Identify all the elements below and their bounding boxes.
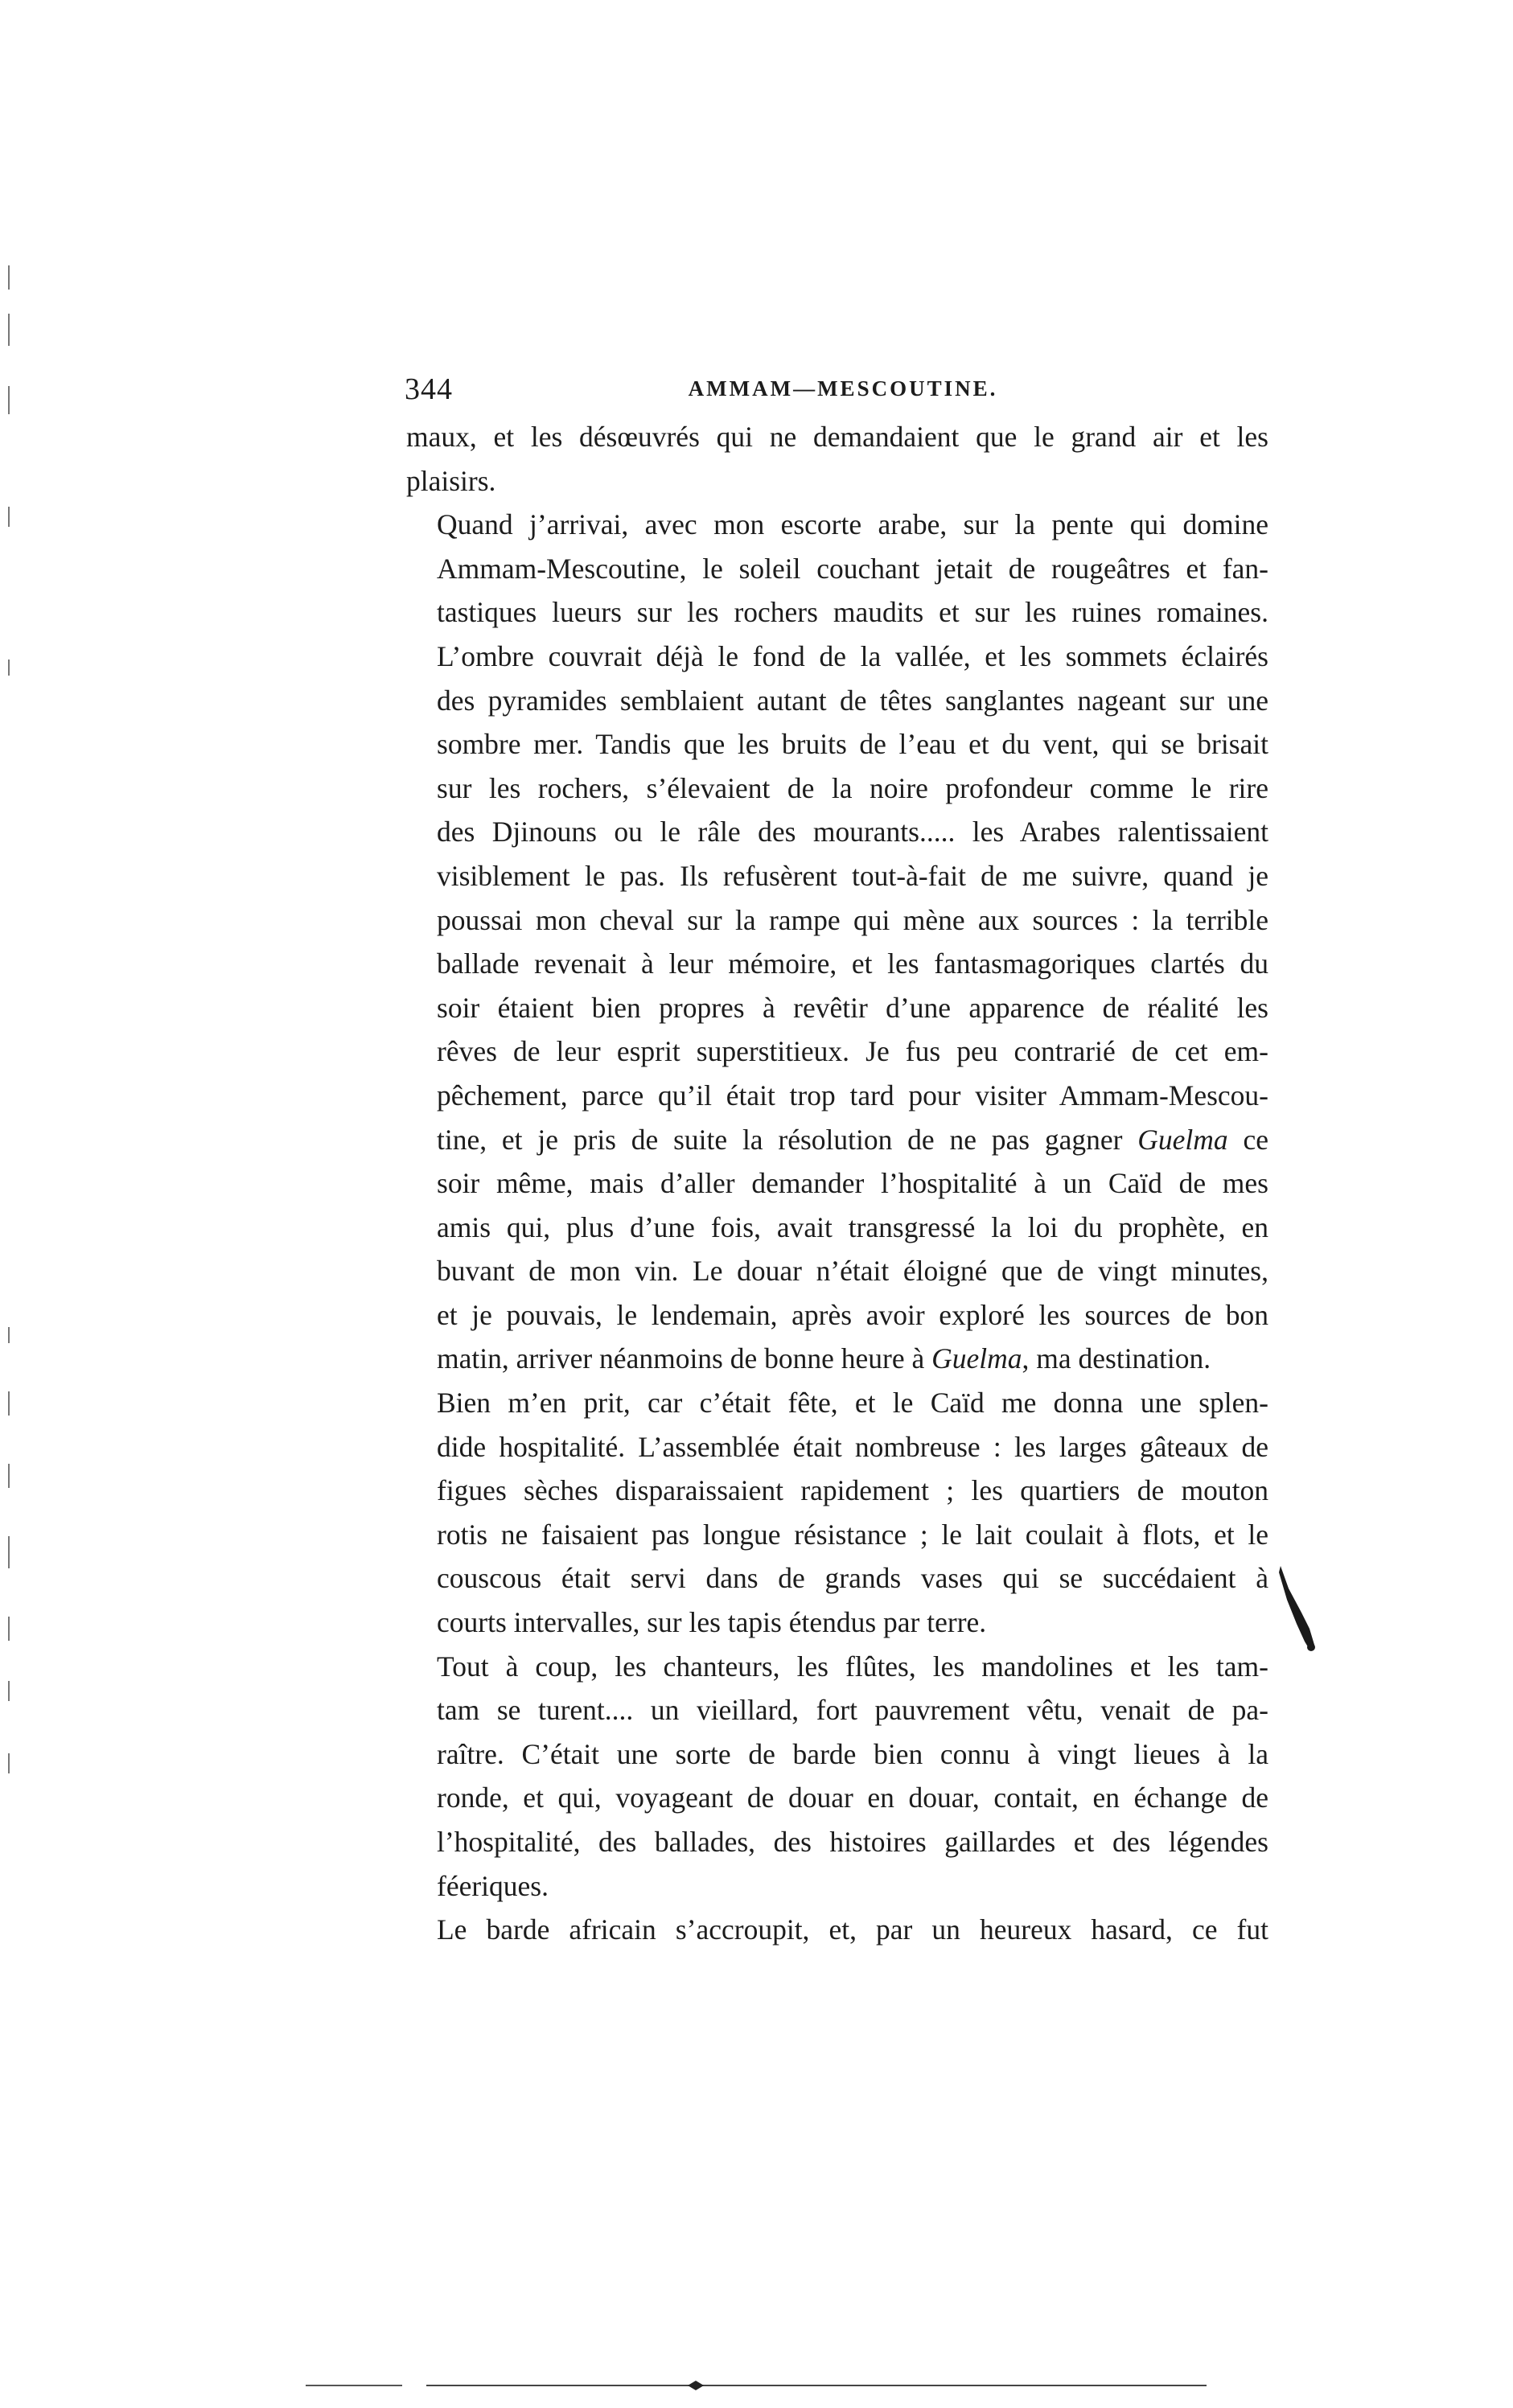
text-line: Quand j’arrivai, avec mon escorte arabe, sur la pente qui domine [437,508,1268,541]
text-line: des Djinouns ou le râle des mourants..... les Arabes ralentissaient [437,816,1268,849]
text-line: plaisirs. [406,464,496,497]
text-line: ballade revenait à leur mémoire, et les fantasmagoriques clartés du [437,947,1268,980]
text-line: sombre mer. Tandis que les bruits de l’eau et du vent, qui se brisait [437,728,1268,761]
text-line: rotis ne faisaient pas longue résistance ; le lait coulait à flots, et le [437,1518,1268,1551]
text-line: Tout à coup, les chanteurs, les flûtes, les mandolines et les tam- [437,1650,1268,1683]
text-line: visiblement le pas. Ils refusèrent tout-à-fait de me suivre, quand je [437,859,1268,892]
paragraph [406,1645,1268,1909]
paragraph [406,1908,1268,1952]
text-line: soir étaient bien propres à revêtir d’une apparence de réalité les [437,991,1268,1024]
text-line: pêchement, parce qu’il était trop tard pour visiter Ammam-Mescou- [437,1079,1268,1112]
text-line: et je pouvais, le lendemain, après avoir exploré les sources de bon [437,1298,1268,1331]
paragraph [406,503,1268,1381]
text-line: soir même, mais d’aller demander l’hospitalité à un Caïd de mes [437,1167,1268,1200]
text-line: courts intervalles, sur les tapis étendus par terre. [437,1606,987,1639]
text-line: rêves de leur esprit superstitieux. Je fus peu contrarié de cet em- [437,1035,1268,1068]
text-line: dide hospitalité. L’assemblée était nombreuse : les larges gâteaux de [437,1430,1268,1463]
text-line: tastiques lueurs sur les rochers maudits et sur les ruines romaines. [437,596,1268,629]
paragraph [406,1381,1268,1645]
text-line: ronde, et qui, voyageant de douar en douar, contait, en échange de [437,1781,1268,1814]
text-line: sur les rochers, s’élevaient de la noire profondeur comme le rire [437,771,1268,804]
text-line: L’ombre couvrait déjà le fond de la vallée, et les sommets éclairés [437,639,1268,672]
running-title: AMMAM—MESCOUTINE. [688,376,998,401]
text-line: matin, arriver néanmoins de bonne heure à Guelma, ma destination. [437,1342,1211,1375]
bottom-rule [306,2381,1335,2390]
text-line: tine, et je pris de suite la résolution de ne pas gagner Guelma ce [437,1123,1268,1156]
text-line: féeriques. [437,1869,549,1902]
text-line: figues sèches disparaissaient rapidement ; les quartiers de mouton [437,1474,1268,1507]
text-line: poussai mon cheval sur la rampe qui mène aux sources : la terrible [437,903,1268,936]
text-line: l’hospitalité, des ballades, des histoires gaillardes et des légendes [437,1826,1268,1858]
text-line: maux, et les désœuvrés qui ne demandaient que le grand air et les [406,421,1268,453]
body-text [406,415,1268,1952]
text-line: Ammam-Mescoutine, le soleil couchant jetait de rougeâtres et fan- [437,552,1268,585]
text-line: raître. C’était une sorte de barde bien connu à vingt lieues à la [437,1737,1268,1770]
italic-place-name: Guelma [1137,1123,1228,1156]
text-line: des pyramides semblaient autant de têtes sanglantes nageant sur une [437,684,1268,717]
scan-margin-marks [8,265,16,1794]
text-line: tam se turent.... un vieillard, fort pauvrement vêtu, venait de pa- [437,1694,1268,1727]
text-line: Bien m’en prit, car c’était fête, et le Caïd me donna une splen- [437,1387,1268,1420]
text-line: Le barde africain s’accroupit, et, par un heureux hasard, ce fut [437,1913,1268,1946]
italic-place-name: Guelma [931,1342,1022,1375]
text-line: couscous était servi dans de grands vases qui se succédaient à [437,1562,1268,1595]
running-header [405,372,1281,412]
page-number: 344 [405,372,453,406]
text-line: amis qui, plus d’une fois, avait transgressé la loi du prophète, en [437,1210,1268,1243]
text-line: buvant de mon vin. Le douar n’était éloigné que de vingt minutes, [437,1255,1268,1288]
paragraph [406,415,1268,503]
ink-blot [1277,1564,1316,1653]
